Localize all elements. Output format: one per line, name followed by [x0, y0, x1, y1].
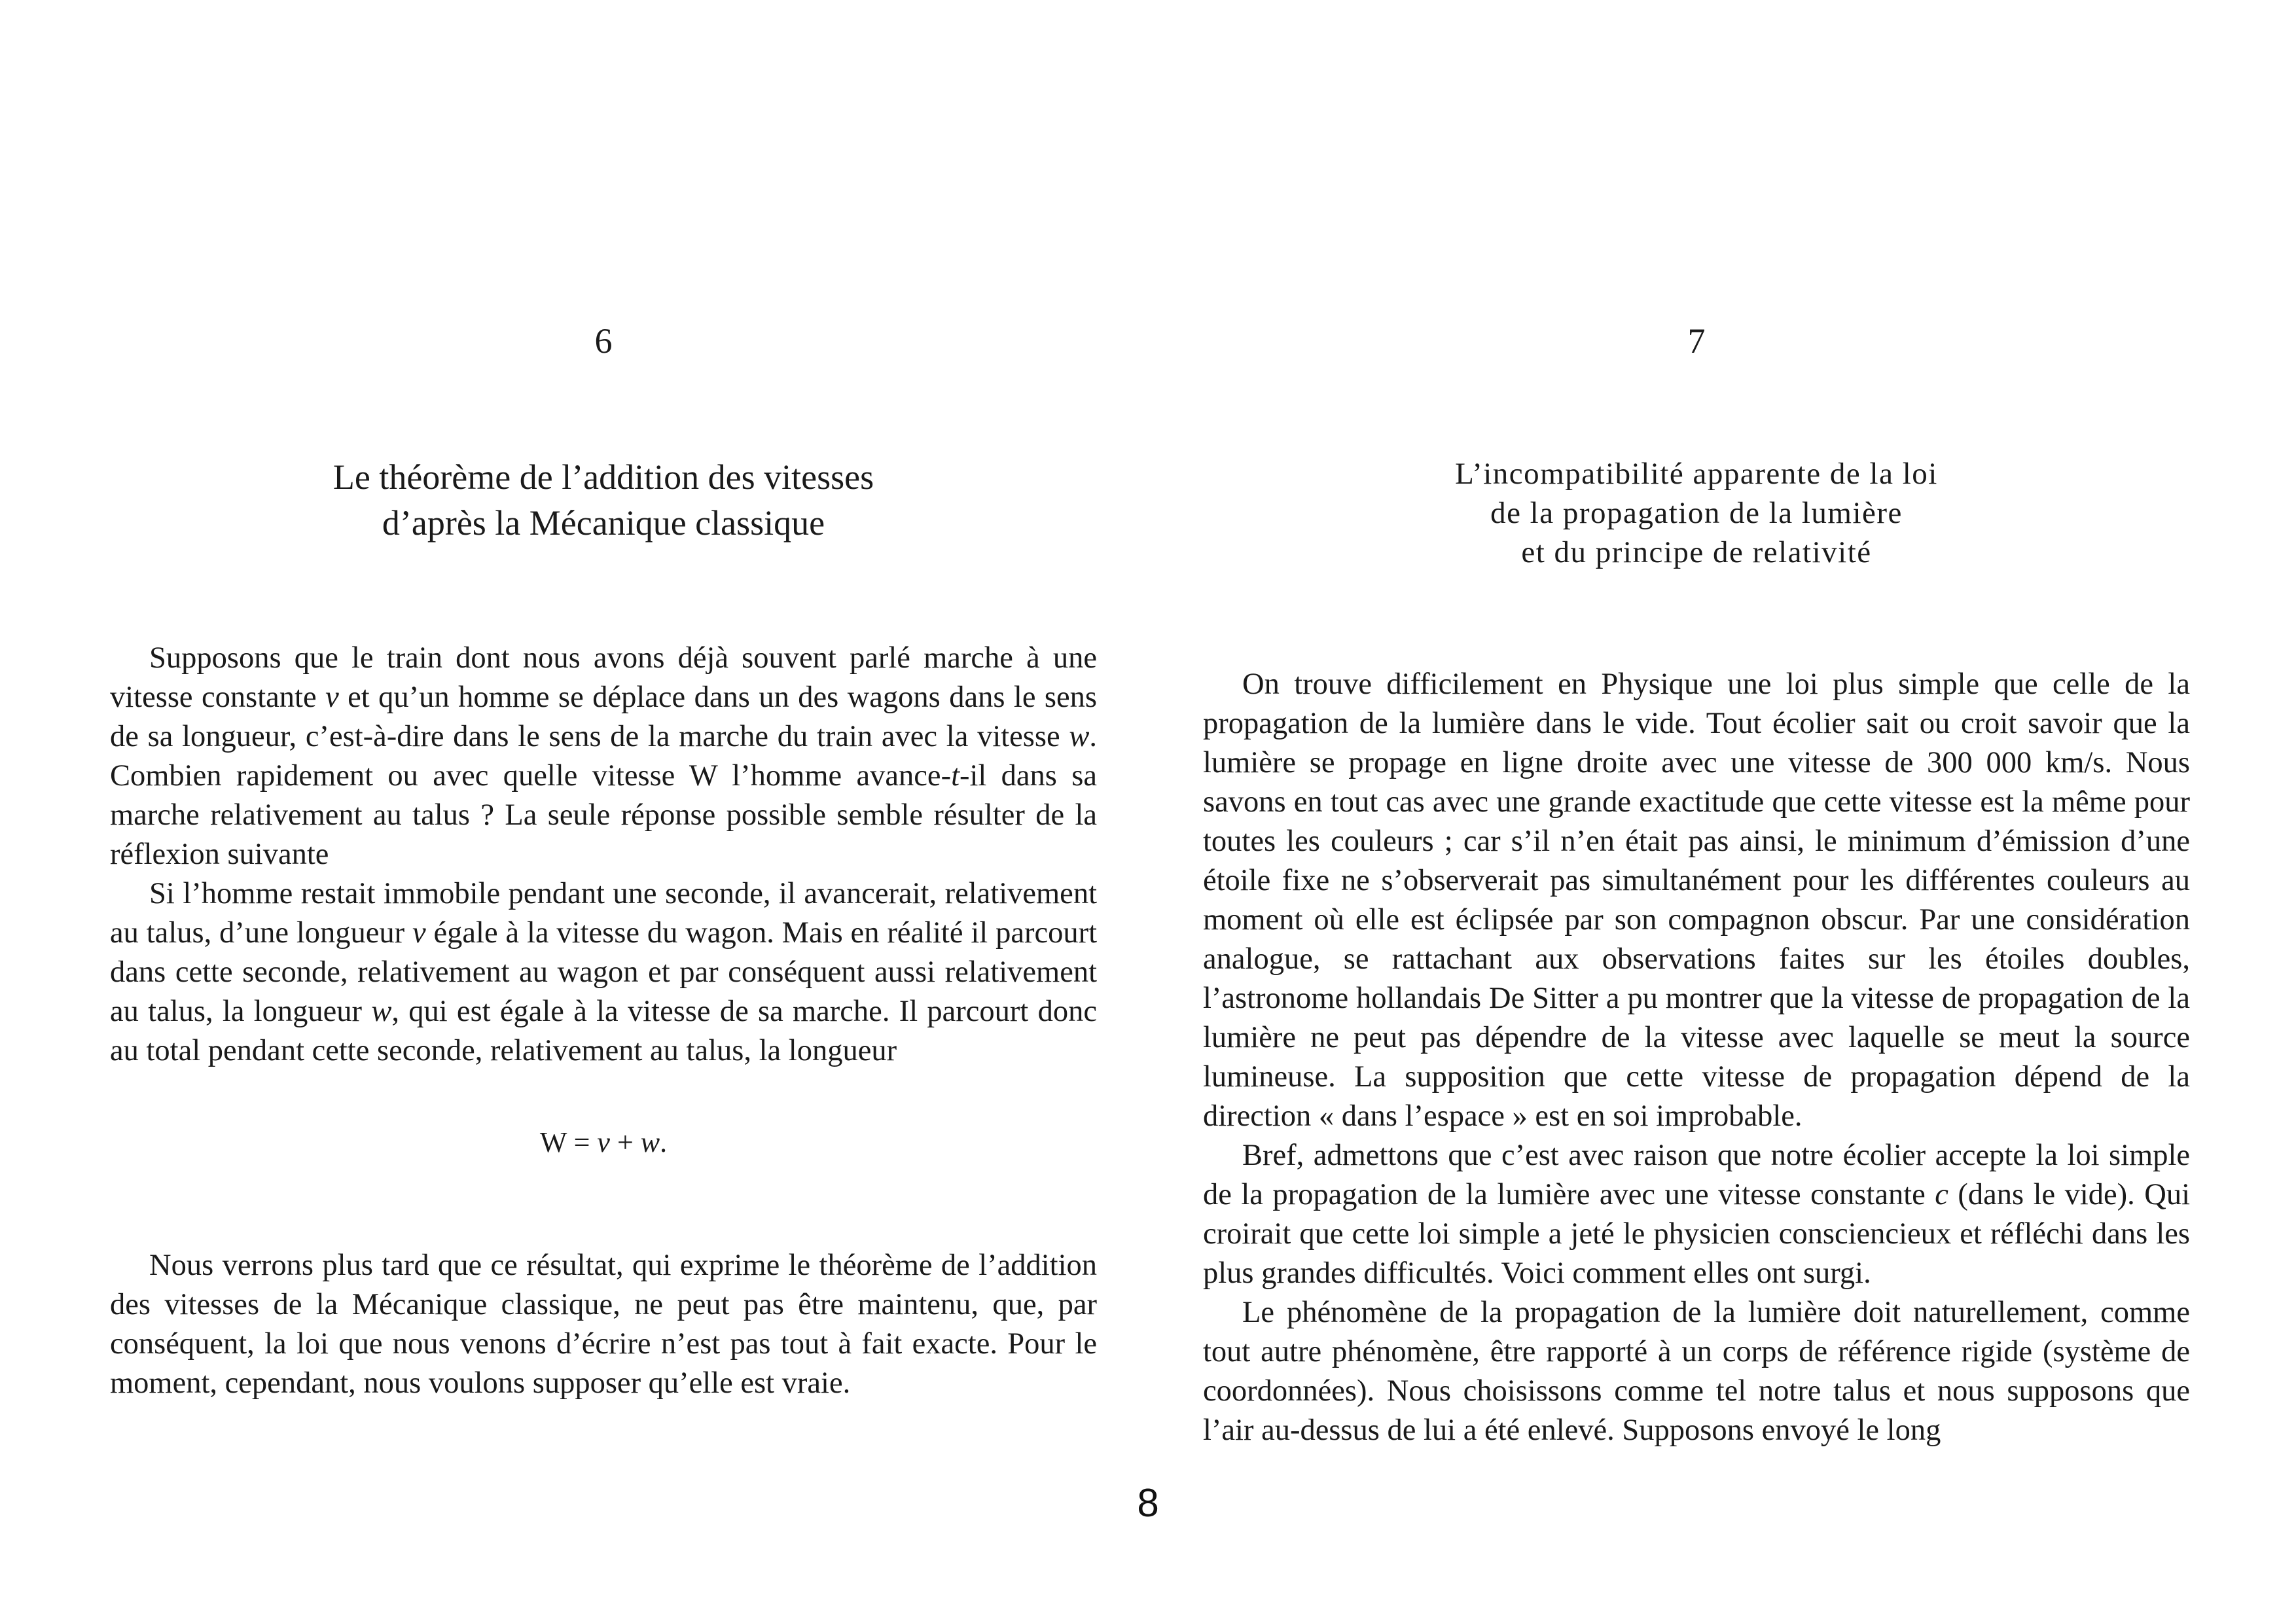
page-number: 8 [1137, 1481, 1159, 1525]
chapter-title-line: L’incompatibilité apparente de la loi [1455, 457, 1938, 491]
chapter-title-left [110, 454, 1097, 546]
chapter-title-line: Le théorème de l’addition des vitesses [332, 457, 874, 497]
paragraph: Le phénomène de la propagation de la lumière doit naturellement, comme tout autre phénomène, être rapporté à un corps de référence rigide (système de coordonnées). Nous choisissons comme tel notre talus et nous supposons que l’air au-dessus de lui a été enlevé. Supposons envoyé le long [1203, 1296, 2190, 1447]
paragraph: Si l’homme restait immobile pendant une seconde, il avancerait, relativement au talus, d’une longueur v égale à la vitesse du wagon. Mais en réalité il parcourt dans cette seconde, relativement au wagon et par conséquent aussi relativement au talus, la longueur w, qui est égale à la vitesse de sa marche. Il parcourt donc au total pendant cette seconde, relativement au talus, la longueur [110, 877, 1097, 1067]
chapter-title-line: et du principe de relativité [1521, 535, 1872, 569]
chapter-title-line: de la propagation de la lumière [1490, 496, 1903, 530]
left-body-upper [110, 639, 1097, 1071]
left-body-lower [110, 1246, 1097, 1403]
chapter-number-7: 7 [1687, 321, 1706, 361]
velocity-addition-formula: W = v + w. [539, 1126, 668, 1158]
paragraph: Supposons que le train dont nous avons déjà souvent parlé marche à une vitesse constante v et qu’un homme se déplace dans un des wagons dans le sens de sa longueur, c’est-à-dire dans le sens de la marche du train avec la vitesse w. Combien rapidement ou avec quelle vitesse W l’homme avance-t-il dans sa marche relativement au talus ? La seule réponse possible semble résulter de la réflexion suivante [110, 641, 1098, 871]
chapter-title-right [1203, 454, 2190, 572]
right-body [1203, 665, 2190, 1450]
paragraph: On trouve difficilement en Physique une loi plus simple que celle de la propagation de la lumière dans le vide. Tout écolier sait ou croit savoir que la lumière se propage en ligne droite avec une vitesse de 300 000 km/s. Nous savons en tout cas avec une grande exactitude que cette vitesse est la même pour toutes les couleurs ; car s’il n’en était pas ainsi, le minimum d’émission d’une étoile fixe ne s’observerait pas simultanément pour les différentes couleurs au moment où elle est éclipsée par son compagnon obscur. Par une considération analogue, se rattachant aux observations faites sur les étoiles doubles, l’astronome hollandais De Sitter a pu montrer que la vitesse de propagation de la lumière ne peut pas dépendre de la vitesse avec laquelle se meut la source lumineuse. La supposition que cette vitesse de propagation dépend de la direction « dans l’espace » est en soi improbable. [1203, 668, 2190, 1133]
paragraph: Nous verrons plus tard que ce résultat, qui exprime le théorème de l’addition des vitesses de la Mécanique classique, ne peut pas être maintenu, que, par conséquent, la loi que nous venons d’écrire n’est pas tout à fait exacte. Pour le moment, cependant, nous voulons supposer qu’elle est vraie. [110, 1249, 1097, 1400]
chapter-number-6: 6 [594, 321, 613, 361]
chapter-title-line: d’après la Mécanique classique [382, 503, 825, 543]
paragraph: Bref, admettons que c’est avec raison que notre écolier accepte la loi simple de la propagation de la lumière avec une vitesse constante c (dans le vide). Qui croirait que cette loi simple a jeté le physicien consciencieux et réfléchi dans les plus grandes difficultés. Voici comment elles ont surgi. [1203, 1139, 2190, 1290]
